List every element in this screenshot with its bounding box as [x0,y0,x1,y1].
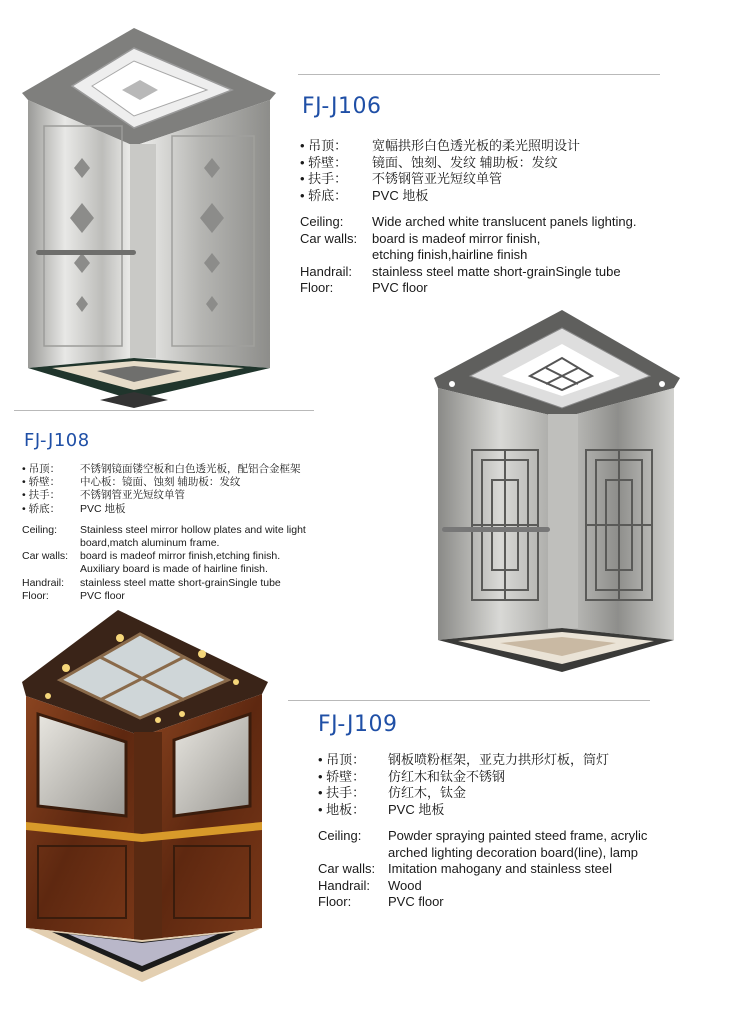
spec-row: board,match aluminum frame. [80,537,220,550]
spec-row: Handrail: stainless steel matte short-grainSingle tube [300,263,621,279]
spec-row: Ceiling: Stainless steel mirror hollow plates and wite light [22,523,306,536]
spec-block-fj-j108 [22,463,306,603]
spec-row: • 轿底： PVC 地板 [22,502,126,515]
spec-row: Car walls: board is madeof mirror finish,etching finish. [22,550,281,563]
spec-row: Floor: PVC floor [318,894,444,909]
elevator-cabin-image-fj-j108 [430,310,682,680]
spec-block-fj-j106 [300,138,636,297]
model-title-fj-j108: FJ-J108 [24,430,90,451]
spec-row: arched lighting decoration board(line), lamp [388,844,639,860]
spec-row: • 地板： PVC 地板 [318,801,445,817]
spec-row: Car walls: board is madeof mirror finish, [300,230,541,246]
model-title-fj-j109: FJ-J109 [318,712,398,737]
spec-block-fj-j109 [318,752,647,911]
spec-row: • 吊顶： 钢板喷粉框架，亚克力拱形灯板，筒灯 [318,752,610,767]
divider-line [14,410,314,411]
spec-row: etching finish,hairline finish [372,247,528,262]
spec-row: • 扶手： 仿红木，钛金 [318,785,467,800]
spec-row: Ceiling: Powder spraying painted steed frame, acrylic [318,828,648,843]
spec-row: • 扶手： 不锈钢管亚光短纹单管 [22,489,185,502]
spec-row: Handrail: Wood [318,877,422,893]
spec-row: • 轿底： PVC 地板 [300,187,429,203]
spec-row: Auxiliary board is made of hairline finish. [80,563,268,576]
spec-row: • 吊顶： 不锈钢镜面镂空板和白色透光板，配铝合金框架 [22,463,301,475]
model-title-fj-j106: FJ-J106 [302,94,382,119]
spec-row: Ceiling: Wide arched white translucent panels lighting. [300,214,637,229]
spec-row: Car walls: Imitation mahogany and stainless steel [318,861,613,876]
divider-line [298,74,660,75]
spec-row: Handrail: stainless steel matte short-grainSingle tube [22,576,281,589]
spec-row: • 扶手： 不锈钢管亚光短纹单管 [300,171,503,186]
divider-line [288,700,650,701]
elevator-cabin-image-fj-j109 [22,610,270,998]
spec-row: • 轿壁： 中心板：镜面、蚀刻 辅助板：发纹 [22,476,241,489]
spec-row: • 轿壁： 镜面、蚀刻、发纹 辅助板：发纹 [300,154,558,170]
spec-row: Floor: PVC floor [22,589,125,602]
spec-row: • 吊顶： 宽幅拱形白色透光板的柔光照明设计 [300,138,581,153]
elevator-cabin-image-fj-j106 [22,28,276,410]
spec-row: • 轿壁： 仿红木和钛金不锈钢 [318,768,506,784]
spec-row: Floor: PVC floor [300,280,428,295]
